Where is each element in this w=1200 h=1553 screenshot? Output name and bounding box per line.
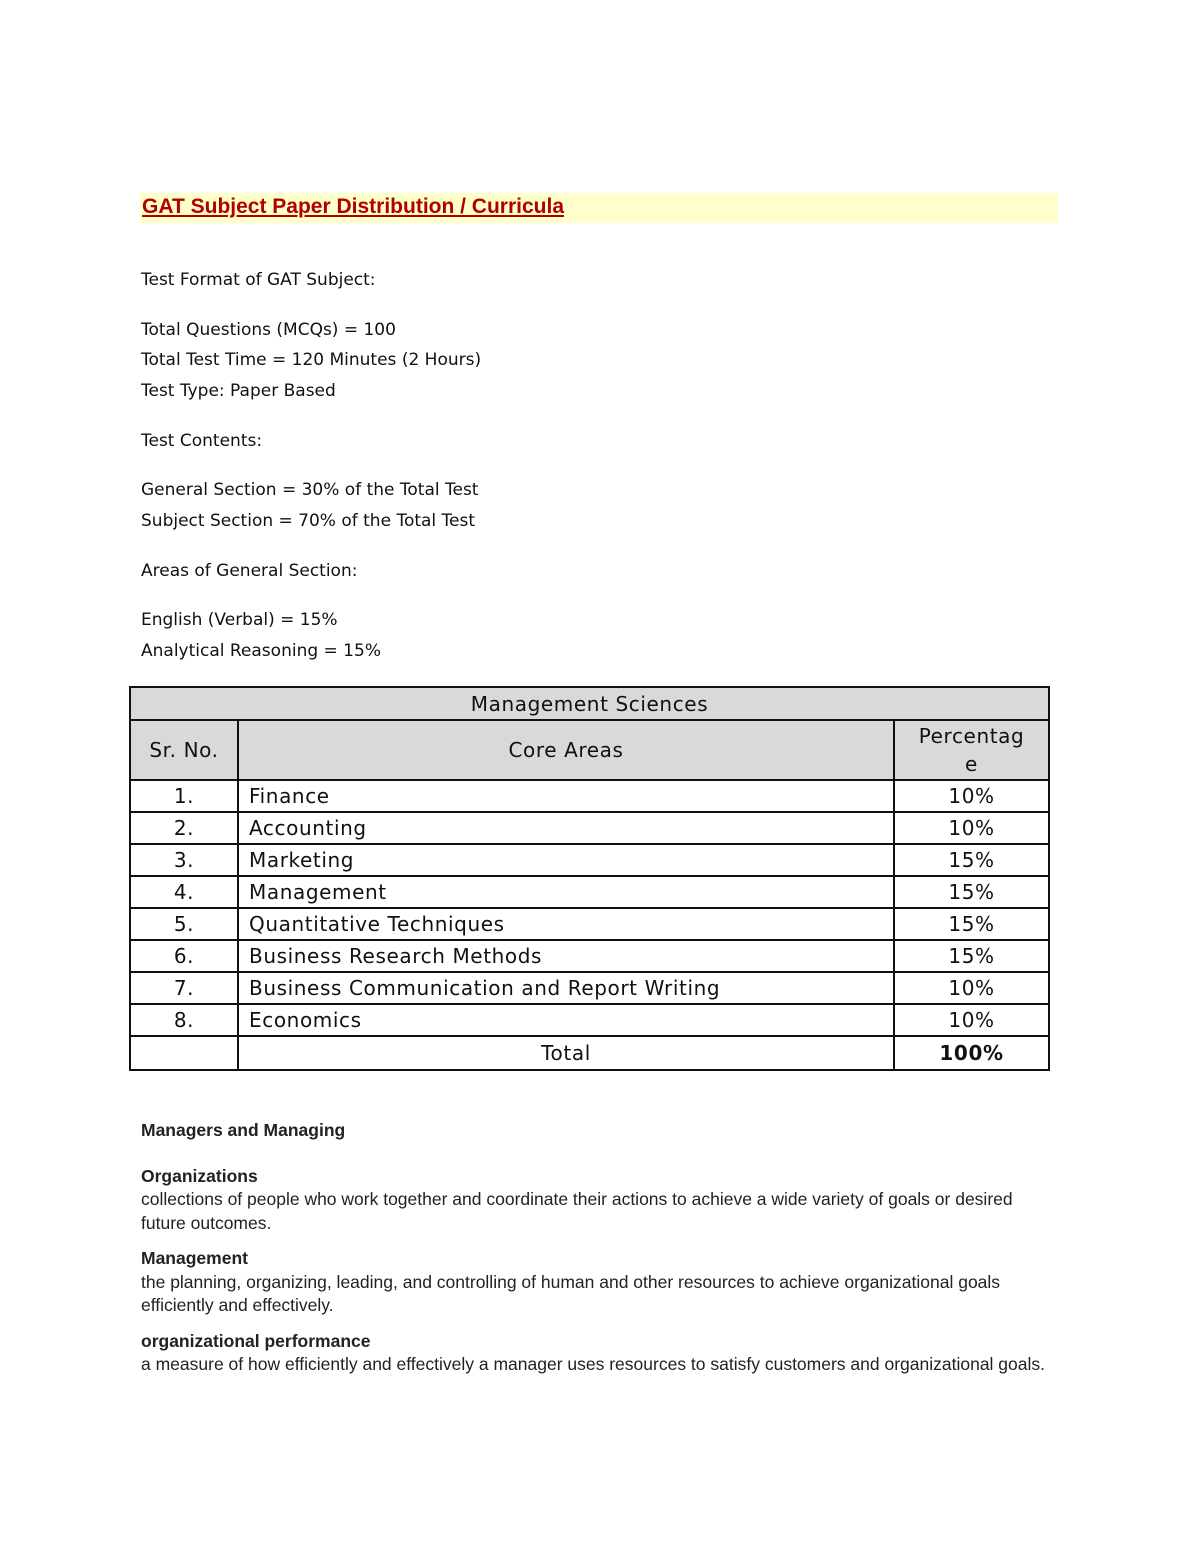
term-title: Management	[141, 1248, 248, 1268]
total-label: Total	[238, 1036, 894, 1070]
contents-heading: Test Contents:	[141, 431, 263, 451]
total-value: 100%	[894, 1036, 1049, 1070]
cell-sr: 6.	[130, 940, 238, 972]
cell-pct: 10%	[894, 1004, 1049, 1036]
cell-area: Marketing	[238, 844, 894, 876]
term-definition: a measure of how efficiently and effectively a manager uses resources to satisfy customers and organizational goals.	[141, 1354, 1046, 1374]
term-definition: collections of people who work together and coordinate their actions to achieve a wide variety of goals or desired future outcomes.	[141, 1189, 1013, 1233]
cell-area: Quantitative Techniques	[238, 908, 894, 940]
general-areas-heading: Areas of General Section:	[141, 561, 358, 581]
table-header-row	[130, 720, 1049, 780]
table-row	[130, 780, 1049, 812]
cell-sr: 7.	[130, 972, 238, 1004]
header-percentage	[894, 720, 1049, 780]
subject-section-share: Subject Section = 70% of the Total Test	[141, 511, 476, 531]
section-heading: Managers and Managing	[141, 1120, 346, 1140]
cell-sr: 1.	[130, 780, 238, 812]
general-section-share: General Section = 30% of the Total Test	[141, 480, 479, 500]
table-row	[130, 1004, 1049, 1036]
page-title: GAT Subject Paper Distribution / Curricula	[142, 195, 564, 218]
title-highlight	[140, 193, 1058, 223]
format-heading: Test Format of GAT Subject:	[141, 270, 376, 290]
table-row	[130, 972, 1049, 1004]
cell-area: Accounting	[238, 812, 894, 844]
total-test-time: Total Test Time = 120 Minutes (2 Hours)	[141, 350, 482, 370]
term-title: organizational performance	[141, 1330, 371, 1351]
cell-pct: 15%	[894, 876, 1049, 908]
table-row	[130, 844, 1049, 876]
cell-area: Economics	[238, 1004, 894, 1036]
header-sr-no: Sr. No.	[130, 720, 238, 780]
definitions-section	[141, 1119, 1061, 1377]
cell-pct: 15%	[894, 940, 1049, 972]
cell-area: Management	[238, 876, 894, 908]
total-empty-cell	[130, 1036, 238, 1070]
total-questions: Total Questions (MCQs) = 100	[141, 320, 396, 340]
table-caption: Management Sciences	[130, 687, 1049, 720]
cell-area: Finance	[238, 780, 894, 812]
cell-pct: 10%	[894, 972, 1049, 1004]
table-row	[130, 908, 1049, 940]
english-share: English (Verbal) = 15%	[141, 610, 338, 630]
cell-sr: 8.	[130, 1004, 238, 1036]
header-core-areas: Core Areas	[238, 720, 894, 780]
cell-pct: 10%	[894, 812, 1049, 844]
term-definition: the planning, organizing, leading, and controlling of human and other resources to achieve organizational goals efficiently and effectively.	[141, 1271, 1001, 1315]
cell-sr: 4.	[130, 876, 238, 908]
cell-area: Business Communication and Report Writing	[238, 972, 894, 1004]
test-type: Test Type: Paper Based	[141, 381, 336, 401]
term-title: Organizations	[141, 1165, 258, 1186]
cell-pct: 15%	[894, 844, 1049, 876]
cell-sr: 3.	[130, 844, 238, 876]
cell-area: Business Research Methods	[238, 940, 894, 972]
header-percentage-line2: e	[965, 752, 978, 776]
cell-pct: 10%	[894, 780, 1049, 812]
header-percentage-line1: Percentag	[918, 724, 1025, 748]
cell-sr: 2.	[130, 812, 238, 844]
table-row	[130, 812, 1049, 844]
cell-pct: 15%	[894, 908, 1049, 940]
table-row	[130, 940, 1049, 972]
table-total-row	[130, 1036, 1049, 1070]
table-caption-row	[130, 687, 1049, 720]
table-row	[130, 876, 1049, 908]
analytical-share: Analytical Reasoning = 15%	[141, 641, 381, 661]
management-sciences-table	[129, 686, 1050, 1071]
cell-sr: 5.	[130, 908, 238, 940]
